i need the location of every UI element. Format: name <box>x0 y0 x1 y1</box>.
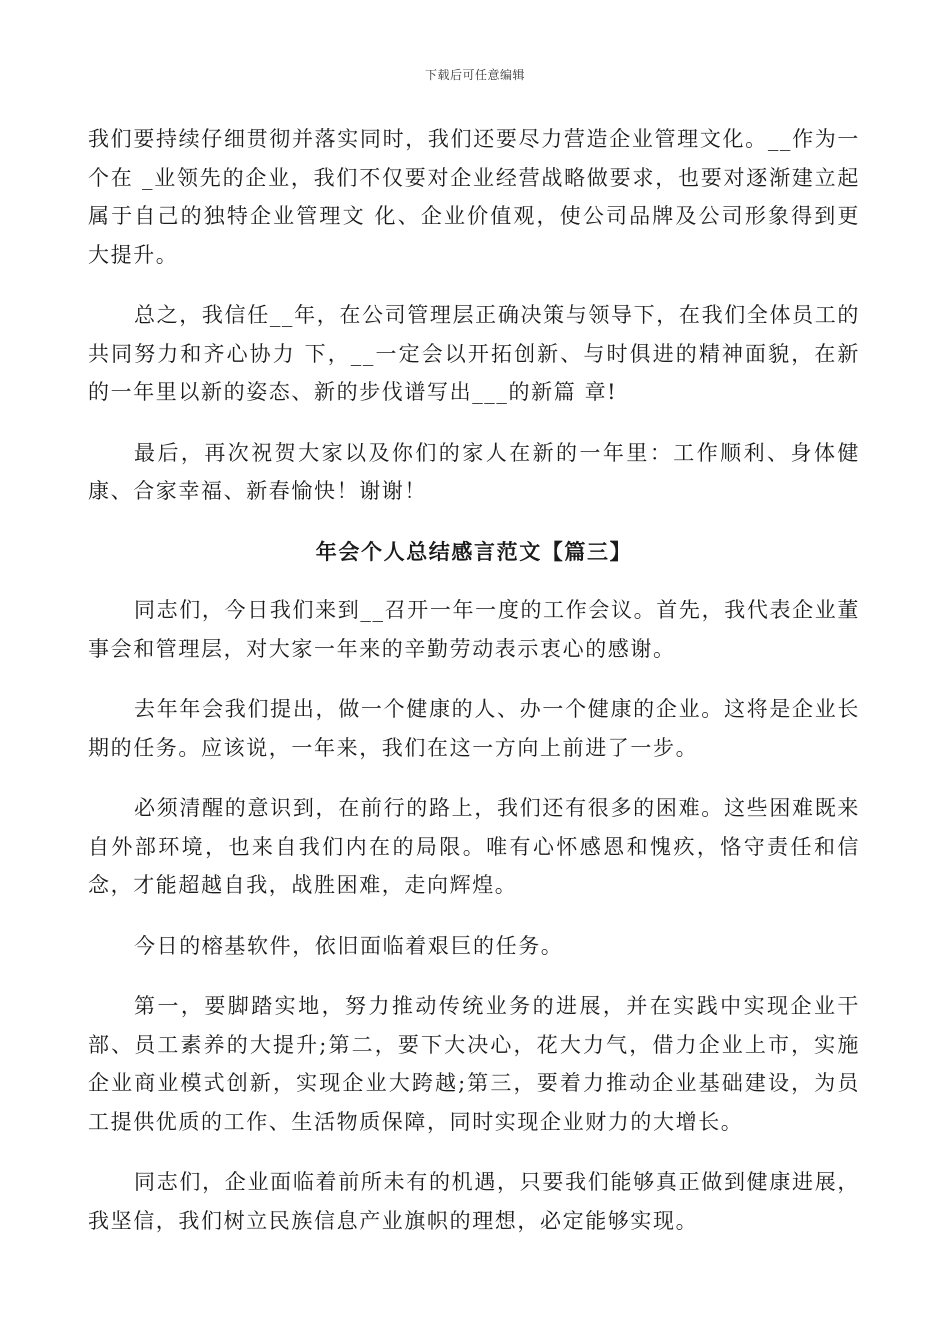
paragraph-summary: 总之，我信任__年，在公司管理层正确决策与领导下，在我们全体员工的共同努力和齐心协力 下，__一定会以开拓创新、与时俱进的精神面貌，在新的一年里以新的姿态、新的步伐谱写出___的新篇 章! <box>88 303 860 404</box>
paragraph-last-year: 去年年会我们提出，做一个健康的人、办一个健康的企业。这将是企业长期的任务。应该说，一年来，我们在这一方向上前进了一步。 <box>88 697 860 760</box>
document-body <box>88 120 860 1262</box>
paragraph-opening: 同志们，今日我们来到__召开一年一度的工作会议。首先，我代表企业董事会和管理层，对大家一年来的辛勤劳动表示衷心的感谢。 <box>88 598 860 661</box>
paragraph-difficulties: 必须清醒的意识到，在前行的路上，我们还有很多的困难。这些困难既来自外部环境，也来自我们内在的局限。唯有心怀感恩和愧疚，恪守责任和信念，才能超越自我，战胜困难，走向辉煌。 <box>88 796 860 897</box>
paragraph-culture: 我们要持续仔细贯彻并落实同时，我们还要尽力营造企业管理文化。__作为一个在 _业领先的企业，我们不仅要对企业经营战略做要求，也要对逐渐建立起属于自己的独特企业管理文 化、企业价值观，使公司品牌及公司形象得到更大提升。 <box>88 127 860 267</box>
paragraph-task: 今日的榕基软件，依旧面临着艰巨的任务。 <box>134 933 564 958</box>
paragraph-closing-wishes: 最后，再次祝贺大家以及你们的家人在新的一年里：工作顺利、身体健康、合家幸福、新春愉快！谢谢！ <box>88 440 860 503</box>
section-title: 年会个人总结感言范文【篇三】 <box>315 538 633 564</box>
header-note: 下载后可任意编辑 <box>424 68 525 82</box>
paragraph-conclusion: 同志们，企业面临着前所未有的机遇，只要我们能够真正做到健康进展，我坚信，我们树立民族信息产业旗帜的理想，必定能够实现。 <box>88 1170 860 1233</box>
paragraph-goals: 第一，要脚踏实地，努力推动传统业务的进展，并在实践中实现企业干部、员工素养的大提升;第二，要下大决心，花大力气，借力企业上市，实施企业商业模式创新，实现企业大跨越;第三，要着力推动企业基础建设，为员工提供优质的工作、生活物质保障，同时实现企业财力的大增长。 <box>88 994 860 1134</box>
